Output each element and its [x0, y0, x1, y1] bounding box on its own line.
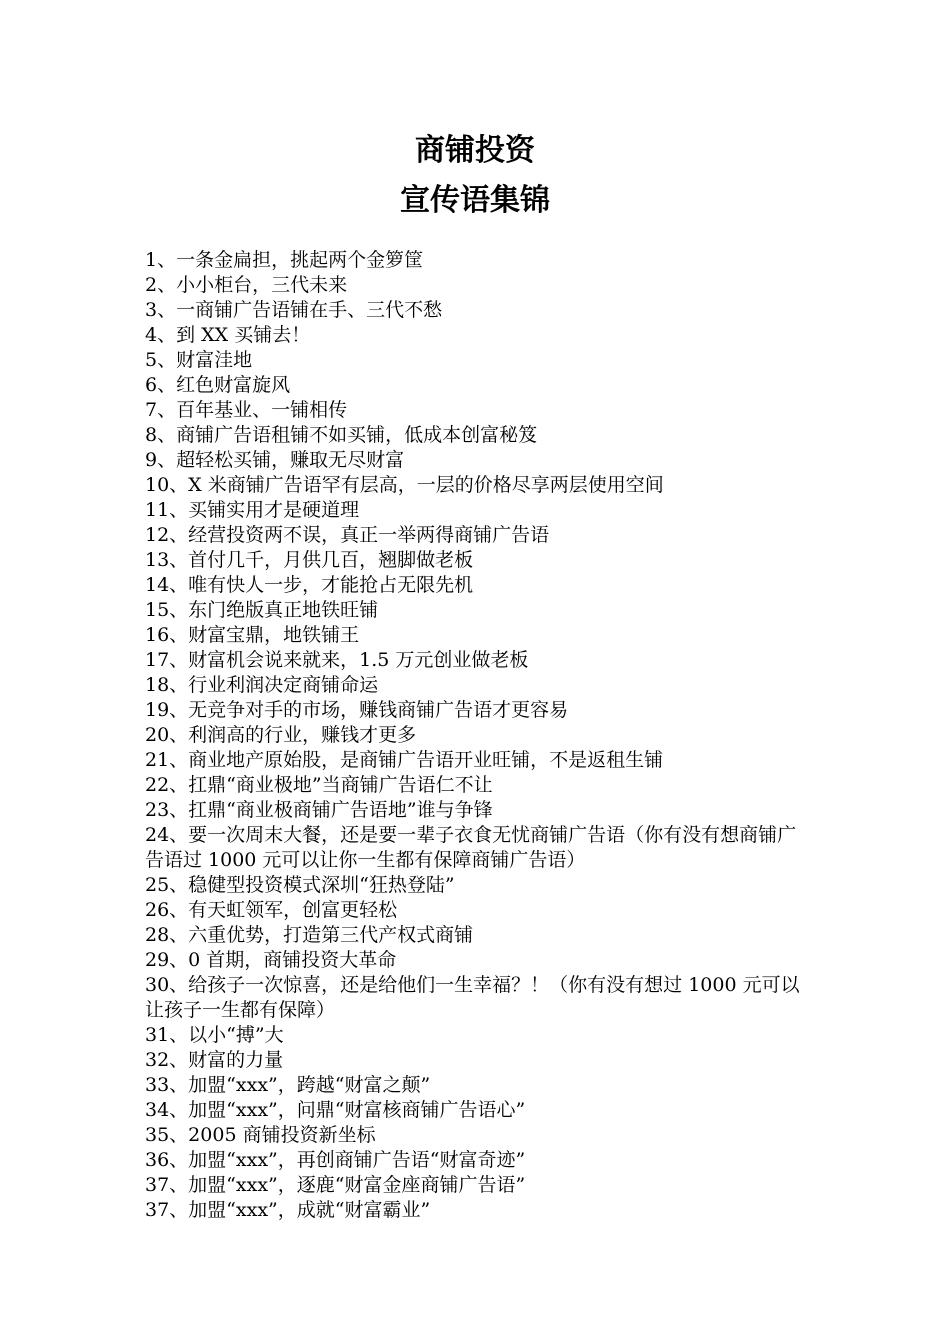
slogan-item: 37、加盟“xxx”，逐鹿“财富金座商铺广告语”	[145, 1174, 526, 1196]
slogan-item: 3、一商铺广告语铺在手、三代不愁	[145, 299, 443, 321]
document-subtitle: 宣传语集锦	[400, 183, 550, 218]
slogan-item: 29、0 首期，商铺投资大革命	[145, 949, 397, 971]
slogan-item: 20、利润高的行业，赚钱才更多	[145, 724, 417, 746]
slogan-item: 5、财富洼地	[145, 349, 253, 371]
slogan-item: 35、2005 商铺投资新坐标	[145, 1124, 376, 1146]
slogan-item: 31、以小“搏”大	[145, 1024, 284, 1046]
slogan-item: 15、东门绝版真正地铁旺铺	[145, 599, 379, 621]
slogan-item: 2、小小柜台，三代未来	[145, 274, 348, 296]
slogan-item: 28、六重优势，打造第三代产权式商铺	[145, 924, 474, 946]
slogan-item: 22、扛鼎“商业极地”当商铺广告语仁不让	[145, 774, 493, 796]
slogan-item: 10、X 米商铺广告语罕有层高，一层的价格尽享两层使用空间	[145, 474, 664, 496]
slogan-item: 37、加盟“xxx”，成就“财富霸业”	[145, 1199, 431, 1221]
slogan-item: 36、加盟“xxx”，再创商铺广告语“财富奇迹”	[145, 1149, 526, 1171]
slogan-item: 26、有天虹领军，创富更轻松	[145, 899, 398, 921]
title-block	[0, 126, 950, 226]
slogan-item: 8、商铺广告语租铺不如买铺，低成本创富秘笈	[145, 424, 538, 446]
slogan-item: 21、商业地产原始股，是商铺广告语开业旺铺，不是返租生铺	[145, 749, 664, 771]
slogan-item: 30、给孩子一次惊喜，还是给他们一生幸福？！（你有没有想过 1000 元可以让孩子一生都有保障）	[145, 974, 800, 1021]
slogan-item: 14、唯有快人一步，才能抢占无限先机	[145, 574, 474, 596]
slogan-item: 1、一条金扁担，挑起两个金箩筐	[145, 249, 424, 271]
slogan-item: 16、财富宝鼎，地铁铺王	[145, 624, 360, 646]
slogan-item: 17、财富机会说来就来，1.5 万元创业做老板	[145, 649, 529, 671]
slogan-item: 23、扛鼎“商业极商铺广告语地”谁与争锋	[145, 799, 493, 821]
slogan-item: 12、经营投资两不误，真正一举两得商铺广告语	[145, 524, 550, 546]
slogan-item: 33、加盟“xxx”，跨越“财富之颠”	[145, 1074, 431, 1096]
slogan-item: 19、无竞争对手的市场，赚钱商铺广告语才更容易	[145, 699, 569, 721]
slogan-item: 7、百年基业、一铺相传	[145, 399, 348, 421]
slogan-item: 13、首付几千，月供几百，翘脚做老板	[145, 549, 474, 571]
slogan-item: 34、加盟“xxx”，问鼎“财富核商铺广告语心”	[145, 1099, 526, 1121]
slogan-item: 32、财富的力量	[145, 1049, 284, 1071]
slogan-item: 25、稳健型投资模式深圳“狂热登陆”	[145, 874, 455, 896]
document-title: 商铺投资	[415, 133, 535, 168]
slogan-item: 9、超轻松买铺，赚取无尽财富	[145, 449, 405, 471]
slogan-item: 18、行业利润决定商铺命运	[145, 674, 379, 696]
slogan-item: 6、红色财富旋风	[145, 374, 291, 396]
slogan-item: 24、要一次周末大餐，还是要一辈子衣食无忧商铺广告语（你有没有想商铺广告语过 1000 元可以让你一生都有保障商铺广告语）	[145, 824, 797, 871]
slogan-item: 4、到 XX 买铺去！	[145, 324, 311, 346]
slogan-item: 11、买铺实用才是硬道理	[145, 499, 360, 521]
slogan-list	[145, 248, 810, 1223]
